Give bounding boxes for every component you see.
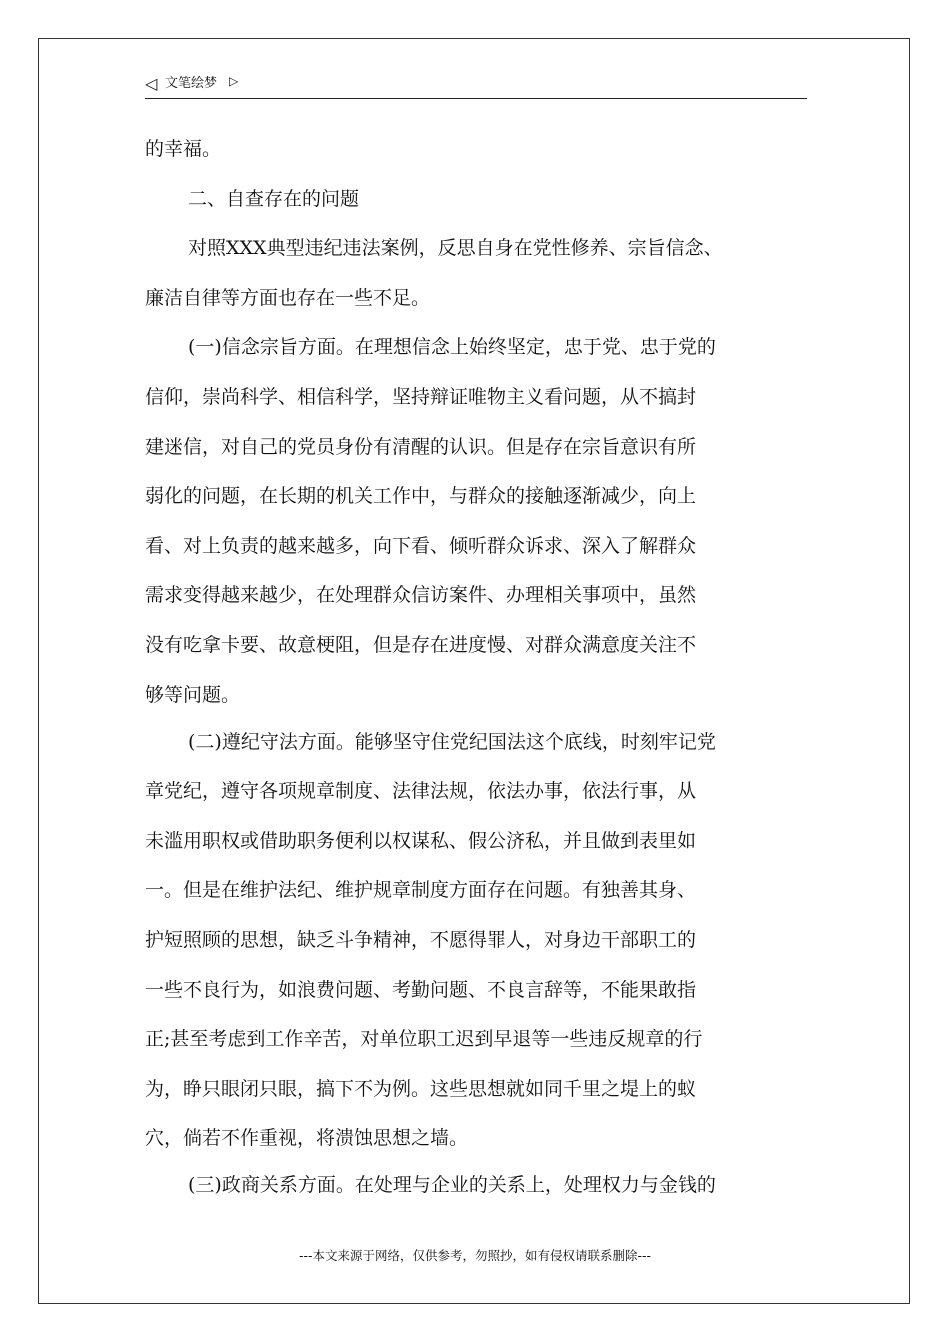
section-heading: 二、自查存在的问题 (188, 187, 360, 210)
text-line: 廉洁自律等方面也存在一些不足。 (145, 286, 431, 309)
page-header (145, 72, 807, 99)
text-line: 一些不良行为，如浪费问题、考勤问题、不良言辞等，不能果敢指 (145, 978, 697, 1001)
text-line: 需求变得越来越少，在处理群众信访案件、办理相关事项中，虽然 (145, 584, 697, 607)
text-line: 弱化的问题，在长期的机关工作中，与群众的接触逐渐减少，向上 (145, 485, 697, 508)
triangle-right-icon: ▷ (229, 74, 239, 88)
text-line: (一)信念宗旨方面。在理想信念上始终坚定，忠于党、忠于党的 (188, 336, 716, 359)
document-body (145, 125, 810, 1211)
text-line: 信仰，崇尚科学、相信科学，坚持辩证唯物主义看问题，从不搞封 (145, 385, 697, 408)
text-line: (二)遵纪守法方面。能够坚守住党纪国法这个底线，时刻牢记党 (188, 730, 716, 753)
text-line: 一。但是在维护法纪、维护规章制度方面存在问题。有独善其身、 (145, 879, 697, 902)
text-line: (三)政商关系方面。在处理与企业的关系上，处理权力与金钱的 (188, 1174, 716, 1197)
text-line: 够等问题。 (145, 683, 241, 706)
text-line: 的幸福。 (145, 138, 222, 160)
text-line: 正;甚至考虑到工作辛苦，对单位职工迟到早退等一些违反规章的行 (145, 1028, 703, 1051)
triangle-left-icon: ◁ (145, 74, 158, 93)
text-line: 穴，倘若不作重视，将溃蚀思想之墙。 (145, 1127, 469, 1150)
text-line: 未滥用职权或借助职务便利以权谋私、假公济私，并且做到表里如 (145, 829, 697, 852)
text-line: 看、对上负责的越来越多，向下看、倾听群众诉求、深入了解群众 (145, 534, 697, 557)
footer-disclaimer: ---本文来源于网络，仅供参考，勿照抄，如有侵权请联系删除--- (298, 1248, 652, 1263)
text-line: 建迷信，对自己的党员身份有清醒的认识。但是存在宗旨意识有所 (145, 435, 697, 458)
header-brand: 文笔绘梦 (165, 76, 218, 91)
text-line: 护短照顾的思想，缺乏斗争精神，不愿得罪人，对身边干部职工的 (145, 928, 697, 951)
text-line: 章党纪，遵守各项规章制度、法律法规，依法办事，依法行事，从 (145, 780, 697, 803)
text-line: 没有吃拿卡要、故意梗阻，但是存在进度慢、对群众满意度关注不 (145, 633, 697, 656)
text-line: 为，睁只眼闭只眼，搞下不为例。这些思想就如同千里之堤上的蚁 (145, 1077, 697, 1100)
text-line: 对照XXX典型违纪违法案例，反思自身在党性修养、宗旨信念、 (188, 237, 723, 260)
